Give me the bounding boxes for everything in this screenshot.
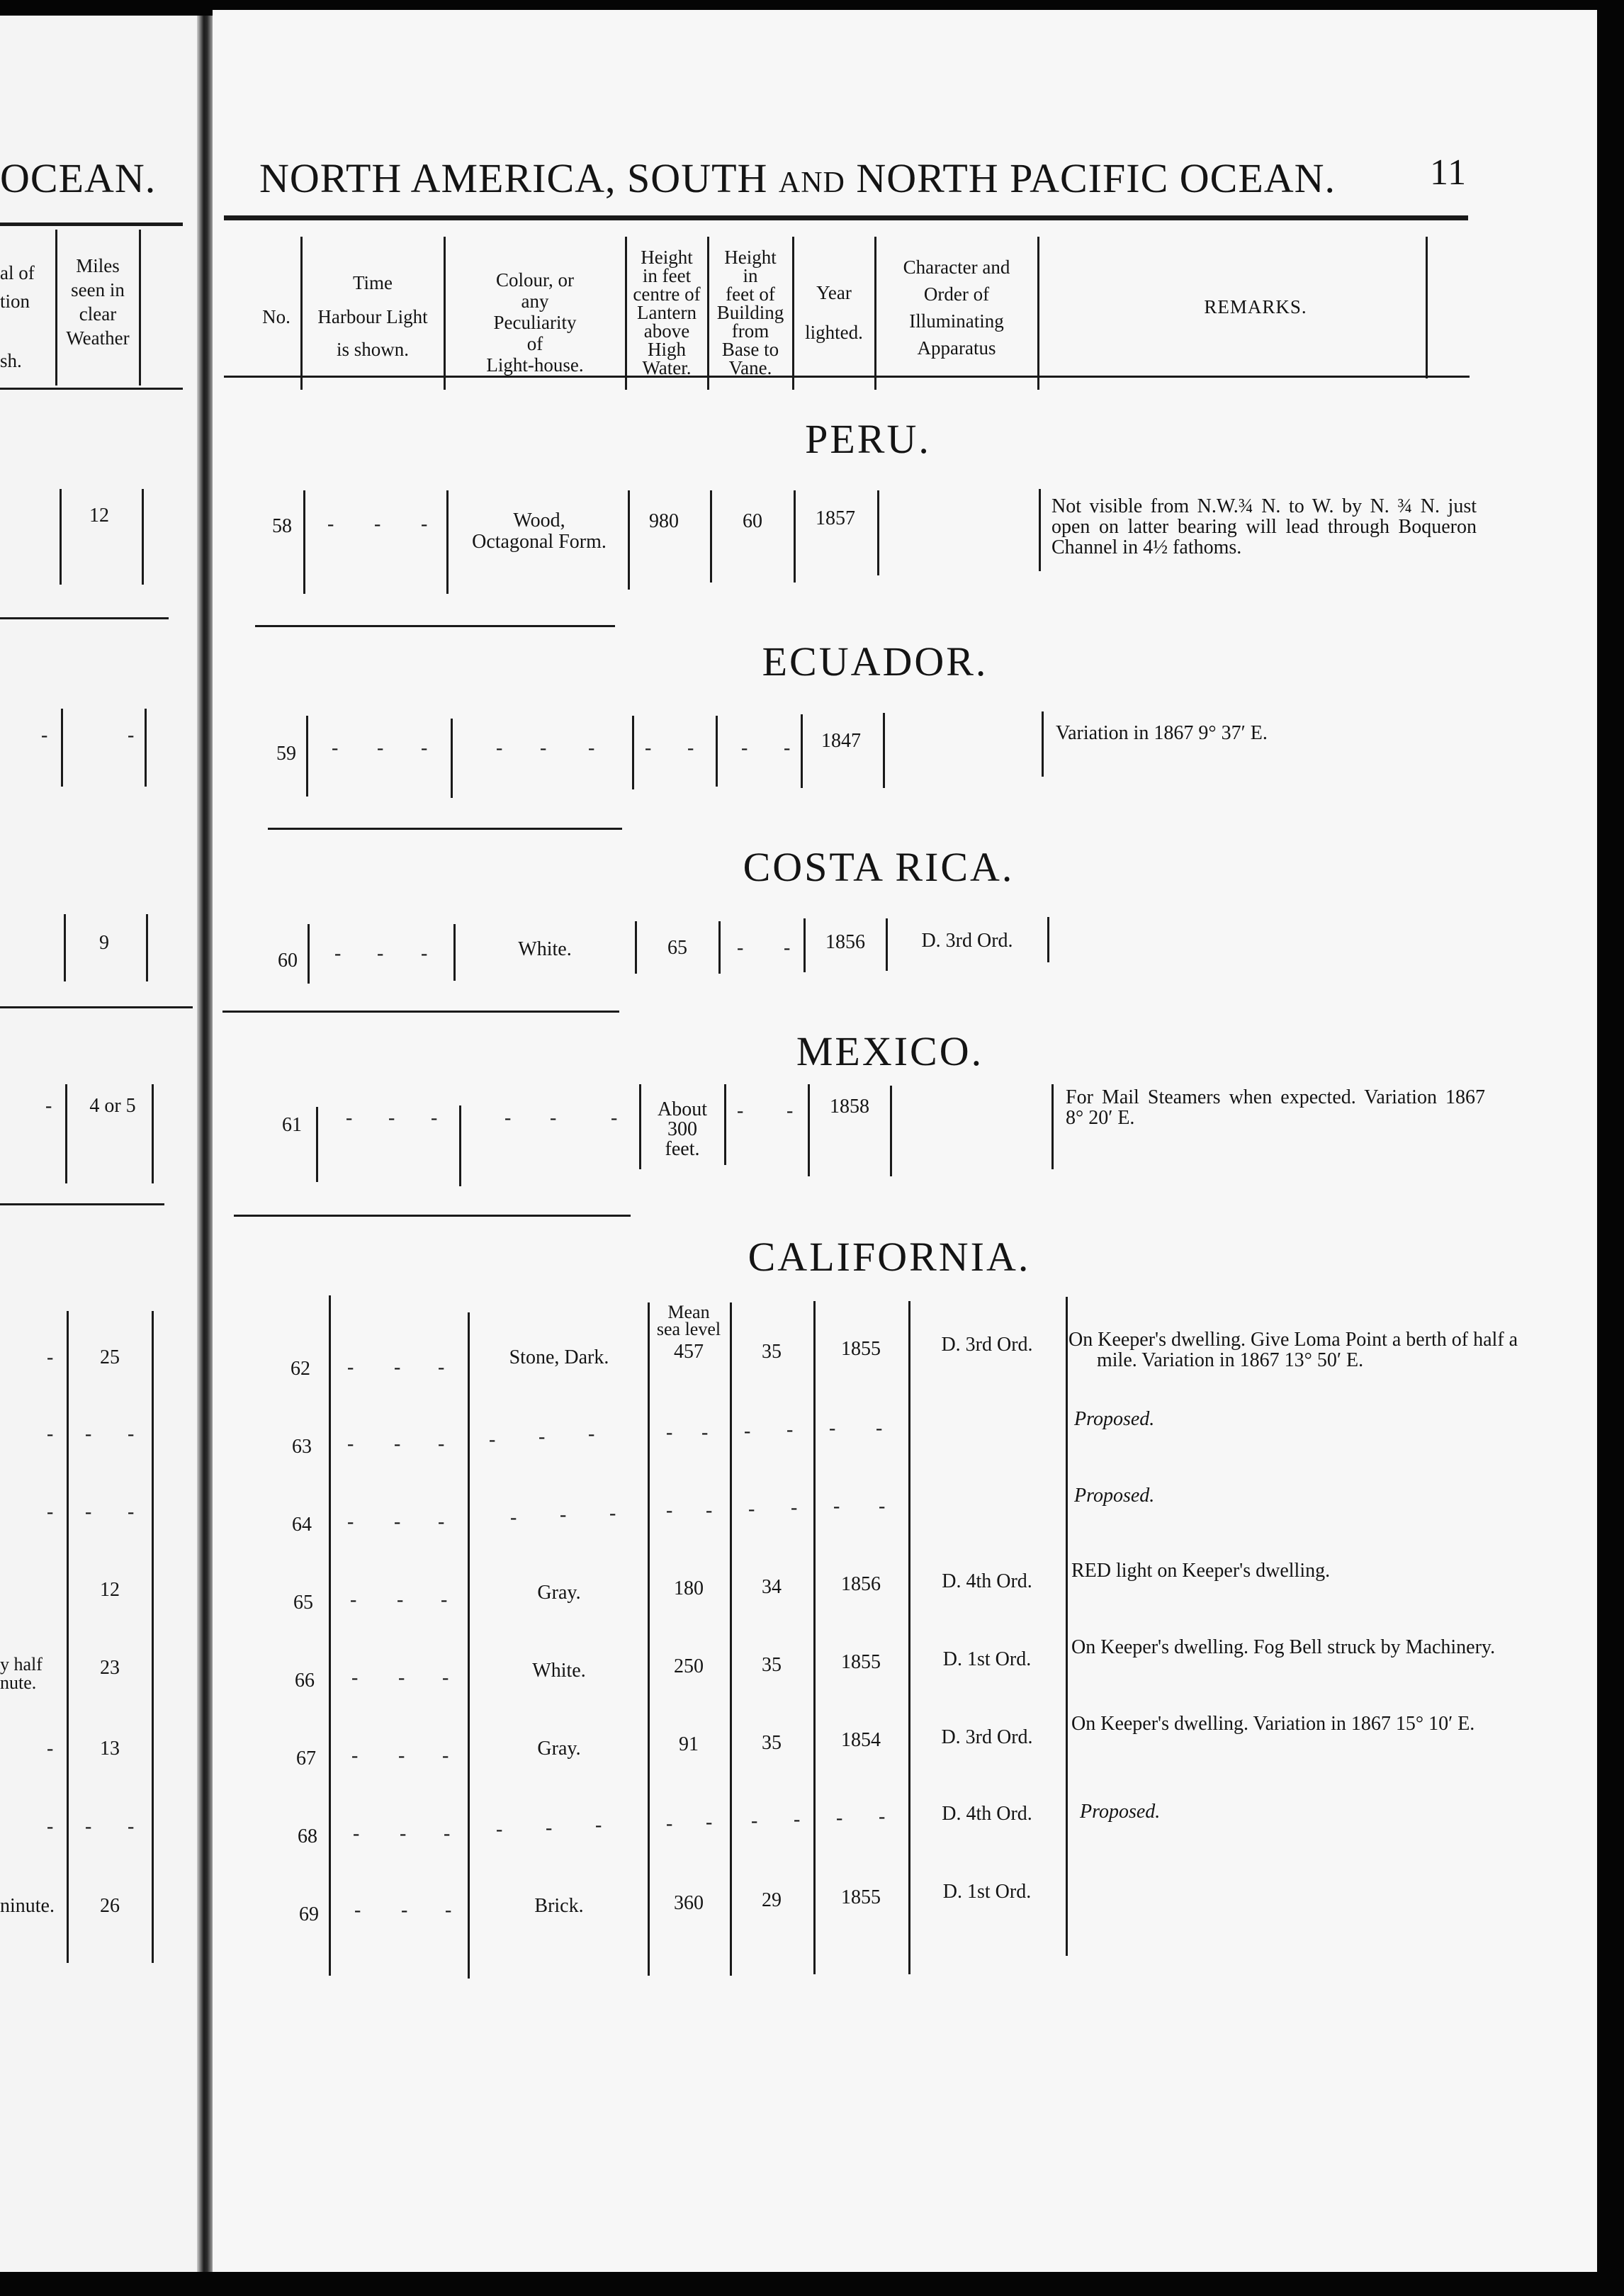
row-65-time-dash: - — [350, 1589, 359, 1611]
row-59-height-dash: - — [645, 737, 653, 759]
facing-dash: - — [85, 1816, 94, 1838]
row-68-dash: - — [496, 1818, 504, 1840]
row-66-character: D. 1st Ord. — [942, 1648, 1032, 1670]
section-heading-ecuador: ECUADOR. — [762, 638, 988, 685]
row-61-year: 1858 — [830, 1096, 869, 1118]
row-58-colour: Wood, Octagonal Form. — [472, 510, 607, 553]
row-69-building: 29 — [762, 1889, 782, 1911]
row-67-building: 35 — [762, 1732, 782, 1754]
row-59-remarks: Variation in 1867 9° 37′ E. — [1056, 722, 1268, 744]
facing-dash: - — [47, 1346, 54, 1368]
facing-dash: - — [128, 1816, 136, 1838]
facing-dash: - — [85, 1501, 94, 1523]
row-64-dash: - — [609, 1502, 618, 1524]
row-col-rule — [446, 490, 449, 594]
row-61-time-dash: - — [346, 1107, 354, 1129]
row-60-building-dash: - — [784, 937, 792, 959]
row-65-building: 34 — [762, 1576, 782, 1598]
header-colour: Colour, or any Peculiarity of Light-house. — [486, 269, 584, 376]
facing-col-rule — [152, 1084, 154, 1183]
row-66-height: 250 — [674, 1655, 704, 1677]
row-60-colour: White. — [518, 938, 572, 960]
row-63-dash: - — [489, 1429, 497, 1451]
row-67-colour: Gray. — [537, 1738, 581, 1760]
facing-miles: 4 or 5 — [89, 1095, 136, 1117]
facing-header-miles: Miles seen in clear Weather — [66, 255, 130, 349]
row-66-colour: White. — [532, 1660, 586, 1682]
row-col-rule — [316, 1107, 318, 1182]
row-63-remarks: Proposed. — [1074, 1408, 1155, 1430]
row-59-colour-dash: - — [588, 737, 597, 759]
row-65-character: D. 4th Ord. — [942, 1570, 1032, 1592]
row-64-dash: - — [394, 1511, 402, 1533]
row-64-dash: - — [510, 1507, 519, 1529]
row-58-building: 60 — [743, 510, 762, 532]
row-65-height: 180 — [674, 1577, 704, 1599]
facing-page-title: OCEAN. — [0, 155, 157, 201]
row-63-dash: - — [701, 1422, 710, 1444]
header-no: No. — [262, 306, 291, 327]
header-rule-bottom — [224, 376, 1470, 378]
california-col-rule — [468, 1312, 470, 1979]
facing-text: ninute. — [0, 1895, 55, 1917]
row-67-time-dash: - — [398, 1745, 407, 1767]
row-68-no: 68 — [298, 1825, 317, 1847]
row-62-height: 457 — [674, 1341, 704, 1363]
facing-rule — [0, 1203, 164, 1205]
row-59-no: 59 — [276, 743, 296, 765]
row-69-time-dash: - — [401, 1899, 410, 1921]
header-col-rule — [300, 237, 303, 390]
row-68-dash: - — [706, 1811, 714, 1833]
row-67-time-dash: - — [351, 1745, 360, 1767]
row-59-time-dash: - — [332, 737, 340, 759]
row-62-no: 62 — [291, 1358, 310, 1380]
row-61-no: 61 — [282, 1114, 302, 1136]
row-col-rule — [451, 719, 453, 798]
header-remarks: REMARKS. — [1204, 296, 1307, 317]
row-59-year: 1847 — [821, 730, 861, 752]
row-63-dash: - — [829, 1417, 838, 1439]
row-68-dash: - — [794, 1808, 802, 1830]
header-time: Time Harbour Light is shown. — [317, 272, 428, 360]
facing-dash: - — [47, 1501, 55, 1523]
row-col-rule — [308, 924, 310, 984]
facing-dash: - — [47, 1423, 55, 1445]
row-65-time-dash: - — [397, 1589, 405, 1611]
row-69-no: 69 — [299, 1903, 319, 1925]
row-61-colour-dash: - — [550, 1107, 558, 1129]
row-68-dash: - — [666, 1813, 675, 1835]
row-62-character: D. 3rd Ord. — [941, 1334, 1033, 1356]
row-62-remarks: On Keeper's dwelling. Give Loma Point a berth of half a mile. Variation in 1867 13° 50′ E. — [1068, 1329, 1518, 1371]
row-col-rule — [632, 716, 634, 789]
row-col-rule — [808, 1084, 810, 1176]
row-col-rule — [877, 490, 879, 575]
page-title: NORTH AMERICA, SOUTH AND NORTH PACIFIC OCEAN. — [259, 155, 1336, 201]
row-64-dash: - — [879, 1495, 887, 1517]
facing-dash: - — [45, 1095, 52, 1117]
facing-col-rule — [146, 914, 148, 981]
row-61-time-dash: - — [431, 1107, 439, 1129]
row-65-colour: Gray. — [537, 1582, 581, 1604]
row-col-rule — [718, 921, 721, 974]
facing-miles: 12 — [100, 1579, 120, 1601]
row-58-remarks: Not visible from N.W.¾ N. to W. by N. ¾ N. just open on latter bearing will lead through Boqueron Channel in 4½ fathoms. — [1051, 495, 1477, 558]
row-61-height: About 300 feet. — [658, 1098, 707, 1160]
row-59-colour-dash: - — [496, 737, 504, 759]
california-col-rule — [813, 1301, 816, 1974]
row-58-time-dash: - — [421, 513, 429, 535]
facing-miles: 26 — [100, 1895, 120, 1917]
facing-dash: - — [128, 1423, 136, 1445]
row-61-time-dash: - — [388, 1107, 397, 1129]
header-col-rule — [444, 237, 446, 390]
row-69-colour: Brick. — [534, 1895, 584, 1917]
row-68-dash: - — [444, 1823, 452, 1845]
book-gutter — [197, 16, 214, 2272]
row-69-time-dash: - — [354, 1899, 363, 1921]
row-66-year: 1855 — [841, 1651, 881, 1673]
row-58-time-dash: - — [374, 513, 383, 535]
header-year: Year lighted. — [805, 282, 863, 343]
facing-col-rule — [139, 230, 141, 386]
row-61-building-dash: - — [786, 1100, 795, 1122]
row-66-building: 35 — [762, 1654, 782, 1676]
row-63-dash: - — [666, 1422, 675, 1444]
row-col-rule — [801, 714, 803, 788]
row-61-building-dash: - — [737, 1100, 745, 1122]
row-63-dash: - — [744, 1420, 752, 1442]
row-66-remarks: On Keeper's dwelling. Fog Bell struck by Machinery. — [1071, 1636, 1496, 1658]
row-60-year: 1856 — [825, 931, 865, 953]
row-58-time-dash: - — [327, 513, 336, 535]
row-col-rule — [794, 490, 796, 583]
row-60-time-dash: - — [377, 942, 385, 964]
row-60-height: 65 — [667, 937, 687, 959]
row-68-dash: - — [879, 1806, 887, 1828]
row-64-no: 64 — [292, 1514, 312, 1536]
section-rule — [222, 1011, 619, 1013]
facing-dash: - — [41, 724, 48, 746]
row-66-time-dash: - — [351, 1667, 360, 1689]
section-rule — [268, 828, 622, 830]
row-68-dash: - — [595, 1814, 604, 1836]
section-heading-costa-rica: COSTA RICA. — [743, 844, 1015, 890]
row-60-building-dash: - — [737, 937, 745, 959]
california-col-rule — [730, 1302, 732, 1976]
facing-col-rule — [55, 230, 57, 386]
row-67-character: D. 3rd Ord. — [941, 1726, 1033, 1748]
row-64-dash: - — [791, 1497, 799, 1519]
facing-col-rule — [60, 489, 62, 585]
row-62-time-dash: - — [394, 1356, 402, 1378]
row-69-year: 1855 — [841, 1886, 881, 1908]
california-col-rule — [1066, 1297, 1068, 1956]
row-63-dash: - — [347, 1433, 356, 1455]
row-63-dash: - — [438, 1433, 446, 1455]
row-61-remarks: For Mail Steamers when expected. Variation 1867 8° 20′ E. — [1066, 1086, 1485, 1129]
facing-dash: - — [47, 1738, 54, 1760]
row-68-dash: - — [836, 1807, 845, 1829]
row-60-time-dash: - — [421, 942, 429, 964]
row-65-no: 65 — [293, 1592, 313, 1614]
facing-rule — [0, 617, 169, 619]
row-67-no: 67 — [296, 1748, 316, 1769]
row-65-year: 1856 — [841, 1573, 881, 1595]
row-68-remarks: Proposed. — [1080, 1801, 1161, 1823]
row-69-character: D. 1st Ord. — [942, 1881, 1032, 1903]
row-59-time-dash: - — [421, 737, 429, 759]
row-61-colour-dash: - — [611, 1107, 619, 1129]
header-height-lantern: Height in feet centre of Lantern above High Water. — [633, 247, 701, 378]
row-58-year: 1857 — [816, 507, 855, 529]
row-60-character: D. 3rd Ord. — [921, 930, 1013, 952]
header-character: Character and Order of Illuminating Apparatus — [903, 257, 1010, 359]
row-col-rule — [1047, 917, 1049, 962]
row-63-dash: - — [538, 1426, 547, 1448]
row-68-dash: - — [353, 1823, 361, 1845]
facing-text: y half nute. — [0, 1654, 43, 1693]
row-68-dash: - — [400, 1823, 408, 1845]
row-col-rule — [883, 713, 885, 788]
row-col-rule — [635, 921, 637, 974]
row-62-year: 1855 — [841, 1338, 881, 1360]
row-59-building-dash: - — [784, 737, 792, 759]
facing-dash: - — [128, 1501, 136, 1523]
scan-border-right — [1597, 0, 1624, 2296]
facing-col-rule — [64, 914, 66, 981]
row-col-rule — [453, 924, 456, 981]
row-69-time-dash: - — [445, 1899, 453, 1921]
facing-col-rule — [65, 1084, 67, 1183]
row-65-time-dash: - — [441, 1589, 449, 1611]
row-67-year: 1854 — [841, 1729, 881, 1751]
row-63-dash: - — [786, 1419, 795, 1441]
row-67-height: 91 — [679, 1733, 699, 1755]
row-col-rule — [1039, 489, 1041, 571]
facing-col-rule — [61, 709, 63, 787]
row-62-colour: Stone, Dark. — [509, 1346, 609, 1368]
row-60-time-dash: - — [334, 942, 343, 964]
facing-col-rule — [142, 489, 144, 585]
facing-dash: - — [85, 1423, 94, 1445]
row-62-height-label: Mean sea level — [656, 1302, 721, 1339]
facing-dash: - — [128, 724, 135, 746]
facing-dash: - — [47, 1816, 55, 1838]
row-64-dash: - — [706, 1499, 714, 1521]
section-heading-mexico: MEXICO. — [796, 1028, 984, 1074]
facing-miles: 25 — [100, 1346, 120, 1368]
row-59-colour-dash: - — [540, 737, 548, 759]
facing-col-rule — [145, 709, 147, 787]
row-63-dash: - — [588, 1423, 597, 1445]
row-64-dash: - — [666, 1499, 675, 1521]
facing-header-rule-bottom — [0, 388, 183, 390]
california-col-rule — [908, 1301, 910, 1974]
row-64-dash: - — [833, 1495, 842, 1517]
header-rule-top — [224, 215, 1468, 220]
row-58-no: 58 — [272, 515, 292, 537]
row-col-rule — [886, 918, 888, 971]
california-col-rule — [329, 1295, 331, 1976]
row-63-dash: - — [394, 1433, 402, 1455]
scan-border-bottom — [0, 2272, 1624, 2296]
section-heading-california: CALIFORNIA. — [748, 1234, 1031, 1280]
row-64-dash: - — [438, 1511, 446, 1533]
row-68-dash: - — [546, 1817, 554, 1839]
facing-miles: 12 — [89, 505, 109, 527]
row-62-time-dash: - — [438, 1356, 446, 1378]
row-col-rule — [303, 490, 305, 594]
row-col-rule — [716, 716, 718, 787]
row-66-time-dash: - — [398, 1667, 407, 1689]
row-col-rule — [306, 716, 308, 797]
facing-col-rule — [67, 1311, 69, 1963]
header-height-building: Height in feet of Building from Base to Vane. — [716, 247, 784, 378]
section-rule — [234, 1215, 631, 1217]
header-col-rule — [1426, 237, 1428, 378]
row-64-dash: - — [748, 1498, 757, 1520]
row-60-no: 60 — [278, 950, 298, 972]
section-rule — [255, 625, 615, 627]
row-67-time-dash: - — [442, 1745, 451, 1767]
row-65-remarks: RED light on Keeper's dwelling. — [1071, 1560, 1331, 1582]
row-63-dash: - — [876, 1417, 884, 1439]
row-col-rule — [1042, 711, 1044, 777]
row-68-dash: - — [751, 1810, 760, 1832]
facing-miles: 13 — [100, 1738, 120, 1760]
row-col-rule — [710, 490, 712, 583]
row-69-height: 360 — [674, 1892, 704, 1914]
facing-col-rule — [152, 1311, 154, 1963]
row-col-rule — [459, 1105, 461, 1186]
facing-miles: 23 — [100, 1657, 120, 1679]
row-col-rule — [628, 490, 630, 590]
row-col-rule — [890, 1086, 892, 1176]
row-63-no: 63 — [292, 1436, 312, 1458]
section-heading-peru: PERU. — [805, 416, 931, 462]
row-64-dash: - — [347, 1511, 356, 1533]
row-68-character: D. 4th Ord. — [942, 1803, 1032, 1825]
row-66-no: 66 — [295, 1670, 315, 1692]
row-62-building: 35 — [762, 1341, 782, 1363]
row-59-building-dash: - — [741, 737, 750, 759]
row-66-time-dash: - — [442, 1667, 451, 1689]
row-col-rule — [639, 1084, 641, 1169]
facing-header-rule-top — [0, 223, 183, 226]
row-58-height: 980 — [649, 510, 679, 532]
page-number: 11 — [1430, 152, 1467, 193]
facing-miles: 9 — [99, 932, 109, 954]
row-61-colour-dash: - — [504, 1107, 513, 1129]
row-col-rule — [803, 918, 806, 972]
row-64-dash: - — [560, 1504, 568, 1526]
row-62-time-dash: - — [347, 1356, 356, 1378]
facing-rule — [0, 1006, 193, 1008]
california-col-rule — [648, 1302, 650, 1976]
row-64-remarks: Proposed. — [1074, 1485, 1155, 1507]
row-col-rule — [724, 1084, 726, 1165]
row-59-height-dash: - — [687, 737, 696, 759]
row-67-remarks: On Keeper's dwelling. Variation in 1867 15° 10′ E. — [1071, 1713, 1475, 1735]
facing-header-col1: al of tion sh. — [0, 262, 35, 371]
row-59-time-dash: - — [377, 737, 385, 759]
